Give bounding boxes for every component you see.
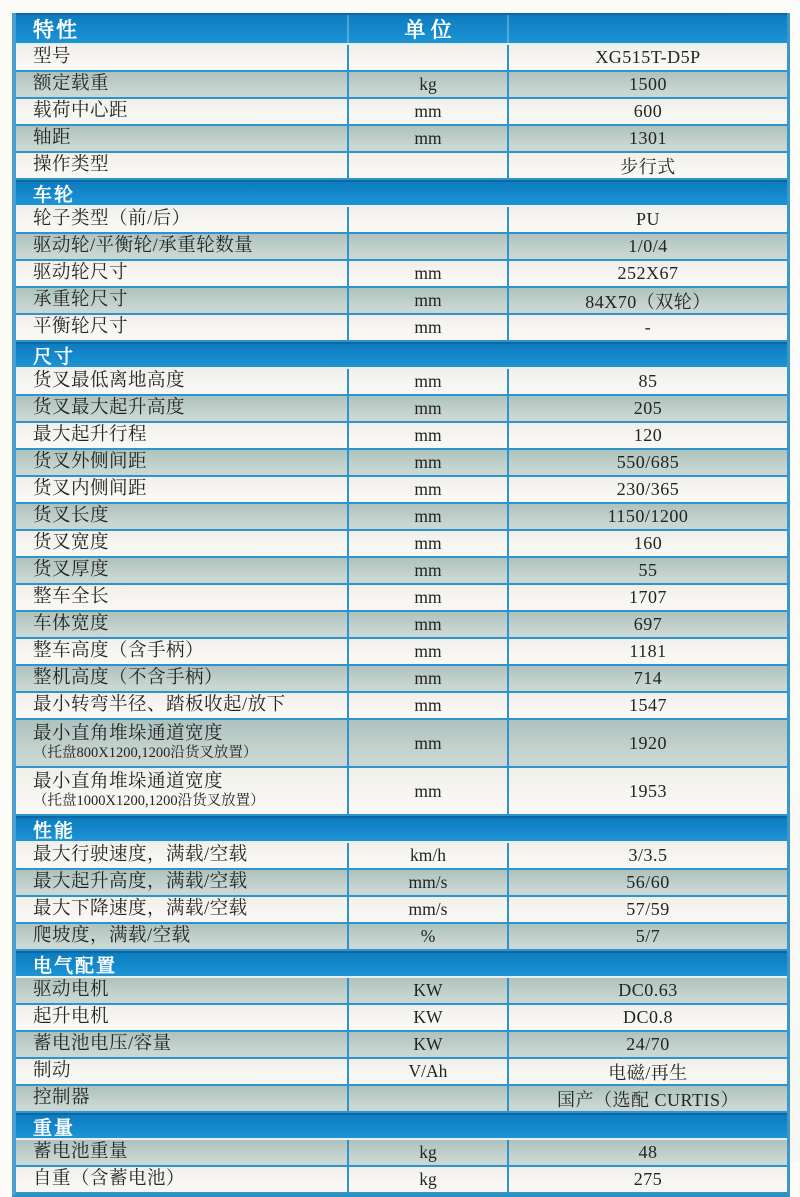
spec-label-cell <box>16 1086 347 1111</box>
spec-label: 货叉长度 <box>33 506 110 527</box>
value-cell: 56/60 <box>507 870 787 895</box>
spec-label-cell <box>16 612 347 637</box>
spec-label-cell <box>16 843 347 868</box>
spec-row <box>16 843 787 870</box>
spec-sublabel: （托盘800X1200,1200沿货叉放置） <box>33 744 258 761</box>
section-band: 车轮 <box>16 180 787 207</box>
value-cell: 24/70 <box>507 1032 787 1057</box>
unit-cell <box>347 1086 507 1111</box>
unit-cell: mm <box>347 531 507 556</box>
spec-label-cell <box>16 666 347 691</box>
spec-row <box>16 234 787 261</box>
spec-row <box>16 1086 787 1113</box>
spec-row <box>16 99 787 126</box>
spec-row <box>16 45 787 72</box>
spec-row <box>16 126 787 153</box>
spec-label: 额定载重 <box>33 74 110 95</box>
value-cell: 1547 <box>507 693 787 718</box>
spec-label: 控制器 <box>33 1088 91 1109</box>
spec-row <box>16 1032 787 1059</box>
spec-label: 驱动电机 <box>33 980 110 1001</box>
spec-row <box>16 558 787 585</box>
value-cell: 国产（选配 CURTIS） <box>507 1086 787 1111</box>
unit-cell: mm/s <box>347 870 507 895</box>
unit-cell: mm <box>347 768 507 814</box>
spec-row <box>16 978 787 1005</box>
value-cell: 714 <box>507 666 787 691</box>
spec-label-cell <box>16 72 347 97</box>
spec-label-cell <box>16 234 347 259</box>
value-cell: XG515T-D5P <box>507 45 787 70</box>
spec-label: 整车全长 <box>33 587 110 608</box>
spec-row <box>16 504 787 531</box>
spec-row <box>16 423 787 450</box>
spec-label: 爬坡度，满载/空载 <box>33 926 191 947</box>
spec-row <box>16 897 787 924</box>
spec-label: 驱动轮/平衡轮/承重轮数量 <box>33 236 254 257</box>
unit-cell: mm <box>347 126 507 151</box>
value-cell: 1/0/4 <box>507 234 787 259</box>
spec-row <box>16 924 787 951</box>
unit-cell: mm <box>347 396 507 421</box>
spec-label-cell <box>16 1140 347 1165</box>
spec-row <box>16 693 787 720</box>
value-cell: 步行式 <box>507 153 787 178</box>
value-cell: 120 <box>507 423 787 448</box>
table-body <box>16 45 787 1194</box>
value-cell: 3/3.5 <box>507 843 787 868</box>
spec-row <box>16 315 787 342</box>
spec-table <box>12 13 790 1197</box>
value-cell: PU <box>507 207 787 232</box>
spec-label: 货叉外侧间距 <box>33 452 148 473</box>
value-cell: 85 <box>507 369 787 394</box>
unit-cell: mm <box>347 693 507 718</box>
value-cell: 600 <box>507 99 787 124</box>
spec-label: 平衡轮尺寸 <box>33 317 129 338</box>
unit-cell: mm <box>347 639 507 664</box>
unit-cell: mm <box>347 666 507 691</box>
spec-label: 货叉厚度 <box>33 560 110 581</box>
unit-cell: mm <box>347 720 507 766</box>
value-cell: - <box>507 315 787 340</box>
unit-cell: mm <box>347 450 507 475</box>
unit-cell: kg <box>347 1167 507 1192</box>
value-cell: 550/685 <box>507 450 787 475</box>
spec-label: 操作类型 <box>33 155 110 176</box>
value-cell: 57/59 <box>507 897 787 922</box>
unit-cell: mm <box>347 585 507 610</box>
spec-label: 最小直角堆垛通道宽度 <box>33 724 224 745</box>
spec-row <box>16 768 787 816</box>
spec-label: 货叉最大起升高度 <box>33 398 186 419</box>
header-unit-cell: 单 位 <box>347 15 507 43</box>
spec-row <box>16 612 787 639</box>
spec-label: 最大起升高度，满载/空载 <box>33 872 248 893</box>
value-cell: DC0.8 <box>507 1005 787 1030</box>
table-header-row <box>16 13 787 45</box>
spec-row <box>16 870 787 897</box>
unit-cell <box>347 234 507 259</box>
spec-label: 轴距 <box>33 128 72 149</box>
spec-row <box>16 261 787 288</box>
unit-cell: mm/s <box>347 897 507 922</box>
value-cell: 252X67 <box>507 261 787 286</box>
unit-cell: kg <box>347 1140 507 1165</box>
spec-label-cell <box>16 1059 347 1084</box>
unit-cell: kg <box>347 72 507 97</box>
spec-label: 型号 <box>33 47 72 68</box>
spec-label: 最大起升行程 <box>33 425 148 446</box>
unit-cell: mm <box>347 369 507 394</box>
spec-label: 承重轮尺寸 <box>33 290 129 311</box>
section-band: 性能 <box>16 816 787 843</box>
spec-label-cell <box>16 531 347 556</box>
value-cell: 1150/1200 <box>507 504 787 529</box>
spec-label-cell <box>16 897 347 922</box>
value-cell: 1920 <box>507 720 787 766</box>
section-band: 电气配置 <box>16 951 787 978</box>
spec-label: 起升电机 <box>33 1007 110 1028</box>
value-cell: 48 <box>507 1140 787 1165</box>
spec-row <box>16 531 787 558</box>
spec-label: 车体宽度 <box>33 614 110 635</box>
unit-cell: KW <box>347 1032 507 1057</box>
unit-cell: V/Ah <box>347 1059 507 1084</box>
spec-row <box>16 72 787 99</box>
spec-row <box>16 720 787 768</box>
value-cell: 160 <box>507 531 787 556</box>
spec-label-cell <box>16 261 347 286</box>
unit-cell: % <box>347 924 507 949</box>
unit-cell <box>347 153 507 178</box>
spec-label-cell <box>16 45 347 70</box>
spec-label: 制动 <box>33 1061 72 1082</box>
spec-label-cell <box>16 558 347 583</box>
spec-row <box>16 369 787 396</box>
spec-label: 货叉宽度 <box>33 533 110 554</box>
unit-cell: mm <box>347 558 507 583</box>
spec-label-cell <box>16 585 347 610</box>
spec-label-cell <box>16 99 347 124</box>
spec-row <box>16 288 787 315</box>
value-cell: 84X70（双轮） <box>507 288 787 313</box>
spec-row <box>16 1140 787 1167</box>
spec-label: 最大下降速度，满载/空载 <box>33 899 248 920</box>
unit-cell: KW <box>347 1005 507 1030</box>
spec-label: 最小直角堆垛通道宽度 <box>33 772 224 793</box>
spec-label-cell <box>16 768 347 814</box>
spec-label-cell <box>16 288 347 313</box>
value-cell: 230/365 <box>507 477 787 502</box>
unit-cell: mm <box>347 261 507 286</box>
spec-label-cell <box>16 978 347 1003</box>
spec-label-cell <box>16 1032 347 1057</box>
spec-label-cell <box>16 693 347 718</box>
spec-label-cell <box>16 315 347 340</box>
spec-label: 驱动轮尺寸 <box>33 263 129 284</box>
spec-label-cell <box>16 477 347 502</box>
unit-cell <box>347 45 507 70</box>
spec-label-cell <box>16 369 347 394</box>
value-cell: 1500 <box>507 72 787 97</box>
value-cell: 1181 <box>507 639 787 664</box>
value-cell: 1953 <box>507 768 787 814</box>
spec-label: 自重（含蓄电池） <box>33 1169 186 1190</box>
value-cell: 5/7 <box>507 924 787 949</box>
value-cell: 电磁/再生 <box>507 1059 787 1084</box>
spec-row <box>16 207 787 234</box>
spec-label-cell <box>16 1167 347 1192</box>
spec-label-cell <box>16 1005 347 1030</box>
spec-label: 载荷中心距 <box>33 101 129 122</box>
spec-row <box>16 477 787 504</box>
value-cell: 275 <box>507 1167 787 1192</box>
spec-row <box>16 153 787 180</box>
spec-label-cell <box>16 423 347 448</box>
spec-label: 整机高度（不含手柄） <box>33 668 224 689</box>
spec-label: 最大行驶速度，满载/空载 <box>33 845 248 866</box>
spec-row <box>16 1167 787 1194</box>
spec-label: 蓄电池重量 <box>33 1142 129 1163</box>
unit-cell: mm <box>347 477 507 502</box>
spec-label-cell <box>16 639 347 664</box>
section-band: 重量 <box>16 1113 787 1140</box>
header-feature-cell: 特性 <box>33 18 79 42</box>
spec-label: 整车高度（含手柄） <box>33 641 205 662</box>
unit-cell: mm <box>347 423 507 448</box>
unit-cell: mm <box>347 288 507 313</box>
unit-cell: mm <box>347 504 507 529</box>
spec-row <box>16 1005 787 1032</box>
section-band: 尺寸 <box>16 342 787 369</box>
spec-row <box>16 585 787 612</box>
spec-row <box>16 1059 787 1086</box>
unit-cell: mm <box>347 315 507 340</box>
spec-row <box>16 396 787 423</box>
header-value-cell <box>507 15 787 43</box>
spec-label-cell <box>16 396 347 421</box>
spec-sublabel: （托盘1000X1200,1200沿货叉放置） <box>33 792 265 809</box>
spec-label-cell <box>16 870 347 895</box>
spec-label-cell <box>16 153 347 178</box>
spec-label: 轮子类型（前/后） <box>33 209 191 230</box>
spec-row <box>16 639 787 666</box>
spec-label-cell <box>16 450 347 475</box>
spec-label: 蓄电池电压/容量 <box>33 1034 172 1055</box>
spec-label-cell <box>16 126 347 151</box>
spec-label-cell <box>16 720 347 766</box>
spec-label-cell <box>16 504 347 529</box>
unit-cell <box>347 207 507 232</box>
spec-label: 货叉内侧间距 <box>33 479 148 500</box>
spec-row <box>16 666 787 693</box>
unit-cell: KW <box>347 978 507 1003</box>
value-cell: DC0.63 <box>507 978 787 1003</box>
value-cell: 1707 <box>507 585 787 610</box>
spec-label-cell <box>16 924 347 949</box>
value-cell: 205 <box>507 396 787 421</box>
unit-cell: mm <box>347 99 507 124</box>
spec-row <box>16 450 787 477</box>
value-cell: 697 <box>507 612 787 637</box>
unit-cell: km/h <box>347 843 507 868</box>
value-cell: 1301 <box>507 126 787 151</box>
spec-label: 最小转弯半径、踏板收起/放下 <box>33 695 286 716</box>
unit-cell: mm <box>347 612 507 637</box>
value-cell: 55 <box>507 558 787 583</box>
spec-label: 货叉最低离地高度 <box>33 371 186 392</box>
spec-label-cell <box>16 207 347 232</box>
